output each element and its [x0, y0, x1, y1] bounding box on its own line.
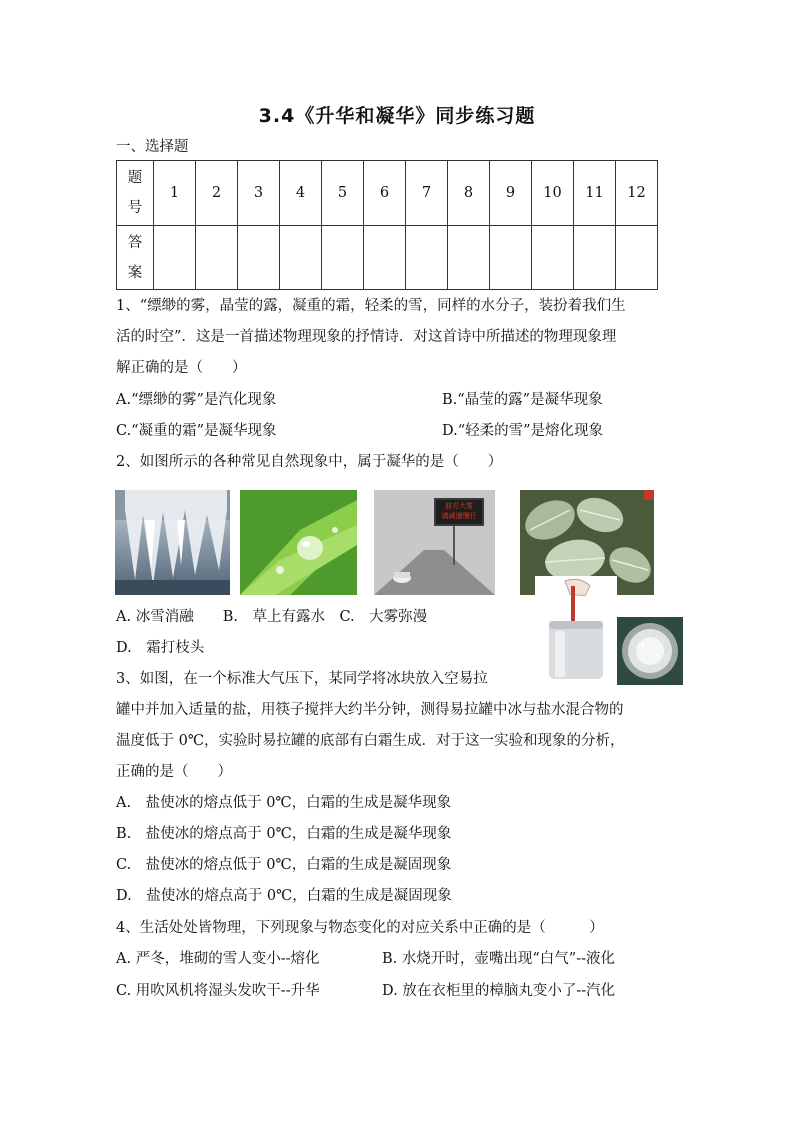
q3-line: 温度低于 0℃，实验时易拉罐的底部有白霜生成．对于这一实验和现象的分析， — [116, 733, 625, 749]
answer-cell[interactable] — [154, 226, 196, 290]
frozen-waterfall-image — [115, 490, 230, 595]
number-cell: 12 — [616, 161, 658, 226]
header-char: 题 — [127, 170, 143, 186]
fog-sign-text: 前方大雾 — [445, 502, 473, 510]
number-cell: 6 — [364, 161, 406, 226]
q4-option-c: C. 用吹风机将湿头发吹干--升华 — [116, 983, 320, 999]
header-char: 号 — [127, 200, 143, 216]
number-cell: 4 — [280, 161, 322, 226]
answer-cell[interactable] — [196, 226, 238, 290]
answer-cell[interactable] — [364, 226, 406, 290]
q4-option-b: B. 水烧开时，壶嘴出现“白气”--液化 — [382, 951, 615, 967]
answer-table — [116, 160, 658, 290]
foggy-road-image — [374, 490, 495, 595]
q3-line: 罐中并加入适量的盐，用筷子搅拌大约半分钟，测得易拉罐中冰与盐水混合物的 — [116, 702, 624, 718]
answer-cell[interactable] — [238, 226, 280, 290]
answer-cell[interactable] — [406, 226, 448, 290]
header-char: 案 — [127, 264, 143, 281]
answer-cell[interactable] — [280, 226, 322, 290]
number-cell: 11 — [574, 161, 616, 226]
header-char: 答 — [127, 234, 143, 251]
number-cell: 1 — [154, 161, 196, 226]
answer-cell[interactable] — [532, 226, 574, 290]
q1-option-d: D.“轻柔的雪”是熔化现象 — [442, 423, 604, 439]
number-cell: 2 — [196, 161, 238, 226]
page-title: 3.4《升华和凝华》同步练习题 — [258, 105, 536, 127]
section-heading: 一、选择题 — [116, 139, 189, 155]
table-header-cell — [117, 161, 154, 226]
number-cell: 7 — [406, 161, 448, 226]
number-cell: 8 — [448, 161, 490, 226]
q4-option-d: D. 放在衣柜里的樟脑丸变小了--汽化 — [382, 983, 616, 999]
q2-option-d: D. 霜打枝头 — [116, 640, 205, 656]
q2-options: A. 冰雪消融 B. 草上有露水 C. 大雾弥漫 — [116, 609, 428, 625]
q3-option-c: C. 盐使冰的熔点低于 0℃，白霜的生成是凝固现象 — [116, 857, 452, 873]
number-cell: 9 — [490, 161, 532, 226]
q4-option-a: A. 严冬，堆砌的雪人变小--熔化 — [116, 951, 320, 967]
q1-option-c: C.“凝重的霜”是凝华现象 — [116, 423, 277, 439]
dewdrop-on-grass-image — [240, 490, 357, 595]
q1-line: 1、“缥缈的雾，晶莹的露，凝重的霜，轻柔的雪，同样的水分子，装扮着我们生 — [116, 298, 626, 314]
can-experiment-image — [535, 576, 617, 683]
fog-sign-text: 请减速慢行 — [441, 512, 477, 520]
q3-option-a: A. 盐使冰的熔点低于 0℃，白霜的生成是凝华现象 — [116, 795, 452, 811]
q3-line: 3、如图，在一个标准大气压下，某同学将冰块放入空易拉 — [116, 671, 488, 687]
table-row-answers — [117, 226, 658, 290]
q2-stem: 2、如图所示的各种常见自然现象中，属于凝华的是（ ） — [116, 454, 503, 470]
answer-cell[interactable] — [448, 226, 490, 290]
q1-line: 活的时空”．这是一首描述物理现象的抒情诗．对这首诗中所描述的物理现象理 — [116, 329, 617, 345]
q1-line: 解正确的是（ ） — [116, 360, 247, 376]
number-cell: 10 — [532, 161, 574, 226]
answer-cell[interactable] — [574, 226, 616, 290]
frost-can-bottom-image — [617, 617, 683, 685]
number-cell: 3 — [238, 161, 280, 226]
answer-cell[interactable] — [322, 226, 364, 290]
table-row-numbers — [117, 161, 658, 226]
q3-option-d: D. 盐使冰的熔点高于 0℃，白霜的生成是凝固现象 — [116, 888, 452, 904]
q3-option-b: B. 盐使冰的熔点高于 0℃，白霜的生成是凝华现象 — [116, 826, 452, 842]
answer-cell[interactable] — [490, 226, 532, 290]
table-header-cell — [117, 226, 154, 290]
q1-option-b: B.“晶莹的露”是凝华现象 — [442, 392, 603, 408]
q1-option-a: A.“缥缈的雾”是汽化现象 — [116, 392, 277, 408]
q4-stem: 4、生活处处皆物理，下列现象与物态变化的对应关系中正确的是（ ） — [116, 920, 604, 936]
q3-line: 正确的是（ ） — [116, 764, 232, 780]
answer-cell[interactable] — [616, 226, 658, 290]
number-cell: 5 — [322, 161, 364, 226]
